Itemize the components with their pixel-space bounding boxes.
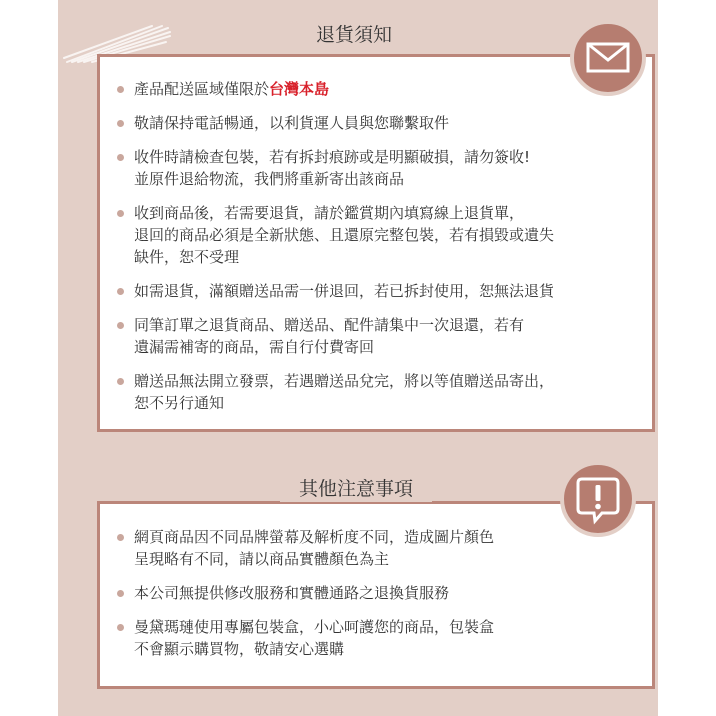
item-text: 收到商品後，若需要退貨，請於鑑賞期內填寫線上退貨單， xyxy=(134,204,525,222)
item-text: 呈現略有不同，請以商品實體顏色為主 xyxy=(134,550,390,568)
item-text: 本公司無提供修改服務和實體通路之退換貨服務 xyxy=(134,584,450,602)
item-text: 網頁商品因不同品牌螢幕及解析度不同，造成圖片顏色 xyxy=(134,528,495,546)
item-text: 並原件退給物流，我們將重新寄出該商品 xyxy=(134,170,405,188)
list-item xyxy=(114,280,604,302)
bullet-icon xyxy=(117,590,124,597)
item-text: 缺件，恕不受理 xyxy=(134,248,240,266)
list-item xyxy=(114,526,574,570)
bullet-icon xyxy=(117,86,124,93)
bullet-icon xyxy=(117,624,124,631)
highlight-text: 台灣本島 xyxy=(269,80,330,98)
return-notice-list xyxy=(114,78,604,426)
list-item xyxy=(114,616,574,660)
item-text: 曼黛瑪璉使用專屬包裝盒，小心呵護您的商品，包裝盒 xyxy=(134,618,495,636)
item-text: 退回的商品必須是全新狀態、且還原完整包裝，若有損毀或遺失 xyxy=(134,226,555,244)
bullet-icon xyxy=(117,120,124,127)
list-item xyxy=(114,370,604,414)
list-item xyxy=(114,112,604,134)
exclamation-bubble-icon xyxy=(564,465,632,533)
item-text: 產品配送區域僅限於 xyxy=(134,80,270,98)
item-text: 遺漏需補寄的商品，需自行付費寄回 xyxy=(134,338,375,356)
list-item xyxy=(114,582,574,604)
item-text: 贈送品無法開立發票，若遇贈送品兌完，將以等值贈送品寄出， xyxy=(134,372,555,390)
other-notes-title: 其他注意事項 xyxy=(280,476,432,502)
list-item xyxy=(114,78,604,100)
item-text: 不會顯示購買物，敬請安心選購 xyxy=(134,640,345,658)
other-notes-list xyxy=(114,526,574,672)
return-notice-title: 退貨須知 xyxy=(300,22,408,48)
item-text: 恕不另行通知 xyxy=(134,394,225,412)
item-text: 同筆訂單之退貨商品、贈送品、配件請集中一次退還，若有 xyxy=(134,316,525,334)
bullet-icon xyxy=(117,534,124,541)
bullet-icon xyxy=(117,322,124,329)
bullet-icon xyxy=(117,378,124,385)
list-item xyxy=(114,202,604,268)
item-text: 收件時請檢查包裝，若有拆封痕跡或是明顯破損，請勿簽收! xyxy=(134,148,531,166)
bullet-icon xyxy=(117,154,124,161)
list-item xyxy=(114,146,604,190)
bullet-icon xyxy=(117,288,124,295)
bullet-icon xyxy=(117,210,124,217)
list-item xyxy=(114,314,604,358)
item-text: 敬請保持電話暢通，以利貨運人員與您聯繫取件 xyxy=(134,114,450,132)
item-text: 如需退貨，滿額贈送品需一併退回，若已拆封使用，恕無法退貨 xyxy=(134,282,555,300)
